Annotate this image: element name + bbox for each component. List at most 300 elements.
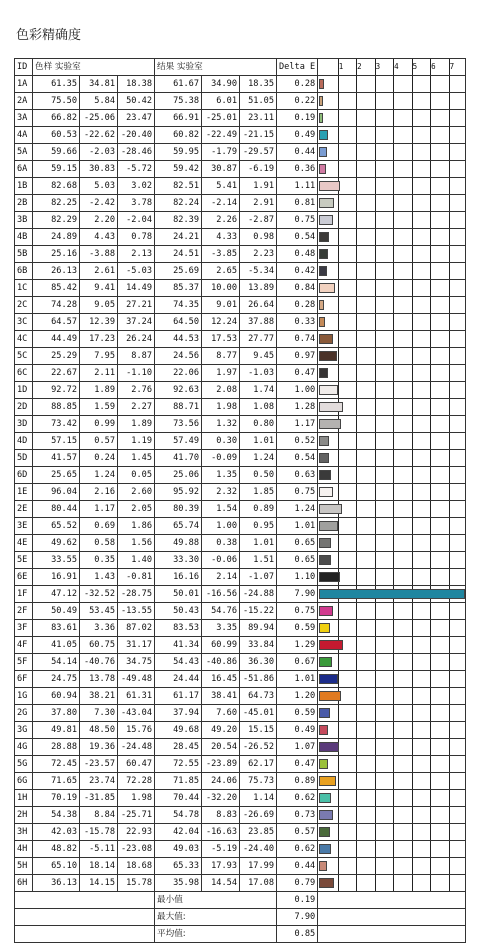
result-lab-value: 66.91 (155, 110, 202, 127)
result-lab-value: -26.69 (240, 807, 277, 824)
row-id: 4F (15, 637, 33, 654)
color-accuracy-table (14, 58, 466, 943)
bar-cell (318, 722, 466, 739)
gridline (375, 739, 376, 755)
gridline (375, 467, 376, 483)
gridline (412, 535, 413, 551)
result-lab-value: 17.53 (202, 331, 240, 348)
gridline (430, 756, 431, 772)
result-lab-value: 10.00 (202, 280, 240, 297)
gridline (393, 76, 394, 92)
gridline (412, 807, 413, 823)
gridline (449, 93, 450, 109)
gridline (356, 280, 357, 296)
result-lab-value: -1.07 (240, 569, 277, 586)
delta-e-bar (319, 79, 324, 89)
gridline (412, 467, 413, 483)
gridline (393, 637, 394, 653)
gridline (338, 620, 339, 636)
gridline (449, 212, 450, 228)
gridline (430, 263, 431, 279)
result-lab-value: 18.35 (240, 76, 277, 93)
gridline (412, 144, 413, 160)
sample-lab-value: 50.49 (33, 603, 80, 620)
gridline (393, 144, 394, 160)
gridline (412, 382, 413, 398)
delta-e-value: 1.20 (277, 688, 318, 705)
gridline (393, 450, 394, 466)
delta-e-bar (319, 283, 335, 293)
gridline (430, 229, 431, 245)
sample-lab-value: 60.53 (33, 127, 80, 144)
gridline (430, 399, 431, 415)
bar-cell (318, 858, 466, 875)
gridline (393, 314, 394, 330)
sample-lab-value: 44.49 (33, 331, 80, 348)
delta-e-value: 0.79 (277, 875, 318, 892)
gridline (375, 654, 376, 670)
result-lab-value: 24.21 (155, 229, 202, 246)
gridline (356, 467, 357, 483)
result-lab-value: 26.64 (240, 297, 277, 314)
sample-lab-value: -23.57 (80, 756, 118, 773)
sample-lab-value: 61.31 (118, 688, 155, 705)
result-lab-value: 1.74 (240, 382, 277, 399)
delta-e-bar (319, 844, 330, 854)
gridline (449, 331, 450, 347)
bar-cell (318, 501, 466, 518)
result-lab-value: 59.95 (155, 144, 202, 161)
delta-e-value: 0.52 (277, 433, 318, 450)
result-lab-value: -16.63 (202, 824, 240, 841)
gridline (449, 314, 450, 330)
bar-cell (318, 195, 466, 212)
row-id: 2H (15, 807, 33, 824)
gridline (356, 76, 357, 92)
table-row (15, 620, 466, 637)
bar-cell (318, 246, 466, 263)
row-id: 5D (15, 450, 33, 467)
sample-lab-value: 3.02 (118, 178, 155, 195)
sample-lab-value: 0.24 (80, 450, 118, 467)
summary-value: 7.90 (277, 909, 318, 926)
gridline (338, 297, 339, 313)
gridline (393, 671, 394, 687)
row-id: 3E (15, 518, 33, 535)
result-lab-value: -15.22 (240, 603, 277, 620)
table-row (15, 263, 466, 280)
result-lab-value: 8.77 (202, 348, 240, 365)
result-lab-value: 14.54 (202, 875, 240, 892)
sample-lab-value: 26.13 (33, 263, 80, 280)
table-row (15, 552, 466, 569)
gridline (430, 110, 431, 126)
row-id: 6F (15, 671, 33, 688)
sample-lab-value: 2.20 (80, 212, 118, 229)
summary-row (15, 892, 466, 909)
summary-value: 0.85 (277, 926, 318, 943)
gridline (375, 433, 376, 449)
gridline (449, 518, 450, 534)
gridline (338, 535, 339, 551)
gridline (412, 671, 413, 687)
sample-lab-value: 48.50 (80, 722, 118, 739)
gridline (393, 688, 394, 704)
gridline (449, 450, 450, 466)
result-lab-value: -5.34 (240, 263, 277, 280)
result-lab-value: -2.14 (202, 195, 240, 212)
sample-lab-value: 14.49 (118, 280, 155, 297)
gridline (430, 484, 431, 500)
gridline (412, 110, 413, 126)
bar-cell (318, 127, 466, 144)
gridline (430, 76, 431, 92)
row-id: 1F (15, 586, 33, 603)
gridline (430, 161, 431, 177)
table-row (15, 93, 466, 110)
result-lab-value: -3.85 (202, 246, 240, 263)
gridline (356, 671, 357, 687)
gridline (356, 569, 357, 585)
bar-cell (318, 229, 466, 246)
gridline (393, 178, 394, 194)
delta-e-value: 0.47 (277, 365, 318, 382)
sample-lab-value: 41.05 (33, 637, 80, 654)
bar-cell (318, 348, 466, 365)
bar-cell (318, 637, 466, 654)
sample-lab-value: 60.47 (118, 756, 155, 773)
row-id: 4D (15, 433, 33, 450)
table-row (15, 110, 466, 127)
sample-lab-value: 85.42 (33, 280, 80, 297)
gridline (430, 246, 431, 262)
sample-lab-value: 2.76 (118, 382, 155, 399)
delta-e-value: 0.75 (277, 484, 318, 501)
result-lab-value: 88.71 (155, 399, 202, 416)
result-lab-value: -21.15 (240, 127, 277, 144)
sample-lab-value: 57.15 (33, 433, 80, 450)
gridline (393, 331, 394, 347)
result-lab-value: -1.79 (202, 144, 240, 161)
result-lab-value: 51.05 (240, 93, 277, 110)
row-id: 1D (15, 382, 33, 399)
gridline (393, 212, 394, 228)
row-id: 6B (15, 263, 33, 280)
gridline (412, 280, 413, 296)
table-row (15, 382, 466, 399)
gridline (393, 518, 394, 534)
row-id: 4E (15, 535, 33, 552)
gridline (430, 790, 431, 806)
table-row (15, 229, 466, 246)
result-lab-value: 24.51 (155, 246, 202, 263)
result-lab-value: 89.94 (240, 620, 277, 637)
gridline (430, 569, 431, 585)
sample-lab-value: -25.06 (80, 110, 118, 127)
sample-lab-value: 2.27 (118, 399, 155, 416)
gridline (412, 603, 413, 619)
delta-e-value: 1.24 (277, 501, 318, 518)
delta-e-bar (319, 249, 328, 259)
gridline (430, 127, 431, 143)
result-lab-value: 35.98 (155, 875, 202, 892)
gridline (375, 722, 376, 738)
gridline (393, 569, 394, 585)
sample-lab-value: 0.99 (80, 416, 118, 433)
table-row (15, 280, 466, 297)
delta-e-bar (319, 317, 325, 327)
sample-lab-value: 42.03 (33, 824, 80, 841)
delta-e-bar (319, 810, 332, 820)
row-id: 4C (15, 331, 33, 348)
gridline (393, 263, 394, 279)
row-id: 2B (15, 195, 33, 212)
result-lab-value: 0.80 (240, 416, 277, 433)
table-row (15, 688, 466, 705)
gridline (393, 365, 394, 381)
result-lab-value: 0.98 (240, 229, 277, 246)
gridline (412, 450, 413, 466)
delta-e-bar (319, 691, 341, 701)
gridline (375, 637, 376, 653)
bar-cell (318, 399, 466, 416)
gridline (338, 331, 339, 347)
gridline (449, 773, 450, 789)
delta-e-value: 0.89 (277, 773, 318, 790)
result-lab-value: 37.94 (155, 705, 202, 722)
bar-cell (318, 144, 466, 161)
gridline (430, 297, 431, 313)
result-lab-value: 5.41 (202, 178, 240, 195)
row-id: 6H (15, 875, 33, 892)
bar-cell (318, 178, 466, 195)
delta-e-bar (319, 878, 334, 888)
result-lab-value: -16.56 (202, 586, 240, 603)
sample-lab-value: 0.78 (118, 229, 155, 246)
bar-cell (318, 705, 466, 722)
sample-lab-value: 23.47 (118, 110, 155, 127)
gridline (412, 178, 413, 194)
sample-lab-value: 15.78 (118, 875, 155, 892)
sample-lab-value: -15.78 (80, 824, 118, 841)
gridline (338, 314, 339, 330)
gridline (375, 161, 376, 177)
gridline (338, 841, 339, 857)
sample-lab-value: 8.87 (118, 348, 155, 365)
gridline (430, 841, 431, 857)
gridline (449, 637, 450, 653)
result-lab-value: 64.73 (240, 688, 277, 705)
table-row (15, 297, 466, 314)
gridline (449, 467, 450, 483)
result-lab-value: 73.56 (155, 416, 202, 433)
result-lab-value: 30.87 (202, 161, 240, 178)
gridline (338, 127, 339, 143)
gridline (356, 739, 357, 755)
sample-lab-value: 72.28 (118, 773, 155, 790)
gridline (375, 688, 376, 704)
result-lab-value: -5.19 (202, 841, 240, 858)
sample-lab-value: 1.59 (80, 399, 118, 416)
table-row (15, 467, 466, 484)
gridline (430, 739, 431, 755)
gridline (449, 263, 450, 279)
result-lab-value: 54.43 (155, 654, 202, 671)
delta-e-value: 1.01 (277, 518, 318, 535)
sample-lab-value: 47.12 (33, 586, 80, 603)
result-lab-value: -2.87 (240, 212, 277, 229)
gridline (449, 195, 450, 211)
bar-cell (318, 416, 466, 433)
gridline (375, 790, 376, 806)
gridline (430, 144, 431, 160)
sample-lab-value: 15.76 (118, 722, 155, 739)
result-lab-value: 0.89 (240, 501, 277, 518)
delta-e-value: 0.59 (277, 705, 318, 722)
gridline (393, 280, 394, 296)
gridline (449, 161, 450, 177)
result-lab-value: 65.33 (155, 858, 202, 875)
table-row (15, 161, 466, 178)
gridline (412, 773, 413, 789)
result-lab-value: 2.14 (202, 569, 240, 586)
gridline (393, 603, 394, 619)
gridline (375, 416, 376, 432)
gridline (356, 212, 357, 228)
gridline (449, 280, 450, 296)
row-id: 2C (15, 297, 33, 314)
result-lab-value: 1.00 (202, 518, 240, 535)
result-lab-value: 12.24 (202, 314, 240, 331)
sample-lab-value: 0.69 (80, 518, 118, 535)
table-row (15, 246, 466, 263)
delta-e-value: 1.11 (277, 178, 318, 195)
gridline (430, 501, 431, 517)
gridline (356, 178, 357, 194)
result-lab-value: 16.45 (202, 671, 240, 688)
gridline (412, 399, 413, 415)
gridline (375, 195, 376, 211)
delta-e-bar (319, 555, 331, 565)
gridline (449, 416, 450, 432)
gridline (393, 433, 394, 449)
sample-lab-value: 3.78 (118, 195, 155, 212)
result-lab-value: 0.95 (240, 518, 277, 535)
sample-lab-value: 26.24 (118, 331, 155, 348)
gridline (430, 552, 431, 568)
gridline (356, 348, 357, 364)
sample-lab-value: 41.57 (33, 450, 80, 467)
result-lab-value: 50.01 (155, 586, 202, 603)
result-lab-value: -22.49 (202, 127, 240, 144)
gridline (356, 195, 357, 211)
result-lab-value: -45.01 (240, 705, 277, 722)
sample-lab-value: 27.21 (118, 297, 155, 314)
sample-lab-value: -2.42 (80, 195, 118, 212)
bar-cell (318, 518, 466, 535)
delta-e-bar (319, 623, 330, 633)
gridline (393, 739, 394, 755)
result-lab-value: -51.86 (240, 671, 277, 688)
gridline (338, 195, 339, 211)
gridline (430, 705, 431, 721)
bar-cell (318, 569, 466, 586)
sample-lab-value: 30.83 (80, 161, 118, 178)
result-lab-value: 0.30 (202, 433, 240, 450)
row-id: 3B (15, 212, 33, 229)
row-id: 1H (15, 790, 33, 807)
gridline (393, 484, 394, 500)
gridline (393, 535, 394, 551)
axis-tick-label: 5 (412, 62, 418, 71)
gridline (430, 637, 431, 653)
gridline (412, 841, 413, 857)
delta-e-bar (319, 776, 335, 786)
gridline (338, 263, 339, 279)
result-lab-value: 1.91 (240, 178, 277, 195)
sample-lab-value: 24.89 (33, 229, 80, 246)
gridline (356, 773, 357, 789)
gridline (356, 535, 357, 551)
gridline (449, 705, 450, 721)
gridline (393, 858, 394, 874)
sample-lab-value: 2.13 (118, 246, 155, 263)
bar-cell (318, 433, 466, 450)
gridline (449, 841, 450, 857)
result-lab-value: 0.50 (240, 467, 277, 484)
gridline (430, 773, 431, 789)
sample-lab-value: 75.50 (33, 93, 80, 110)
delta-e-value: 0.65 (277, 535, 318, 552)
gridline (449, 569, 450, 585)
gridline (393, 297, 394, 313)
row-id: 2E (15, 501, 33, 518)
gridline (412, 331, 413, 347)
gridline (375, 535, 376, 551)
gridline (356, 229, 357, 245)
result-lab-value: 17.08 (240, 875, 277, 892)
sample-lab-value: 71.65 (33, 773, 80, 790)
gridline (356, 722, 357, 738)
delta-e-value: 0.44 (277, 858, 318, 875)
result-lab-value: 22.06 (155, 365, 202, 382)
row-id: 4A (15, 127, 33, 144)
gridline (375, 93, 376, 109)
delta-e-value: 1.28 (277, 399, 318, 416)
result-lab-value: 49.88 (155, 535, 202, 552)
row-id: 1G (15, 688, 33, 705)
row-id: 5F (15, 654, 33, 671)
gridline (430, 807, 431, 823)
result-lab-value: 75.73 (240, 773, 277, 790)
delta-e-bar (319, 351, 337, 361)
result-lab-value: 65.74 (155, 518, 202, 535)
sample-lab-value: 72.45 (33, 756, 80, 773)
gridline (393, 841, 394, 857)
table-row (15, 348, 466, 365)
delta-e-value: 0.33 (277, 314, 318, 331)
gridline (338, 110, 339, 126)
delta-e-bar (319, 130, 328, 140)
sample-lab-value: 9.41 (80, 280, 118, 297)
gridline (375, 348, 376, 364)
sample-lab-value: 28.88 (33, 739, 80, 756)
sample-lab-value: 22.67 (33, 365, 80, 382)
sample-lab-value: 13.78 (80, 671, 118, 688)
table-row (15, 756, 466, 773)
bar-cell (318, 620, 466, 637)
result-lab-value: 59.42 (155, 161, 202, 178)
